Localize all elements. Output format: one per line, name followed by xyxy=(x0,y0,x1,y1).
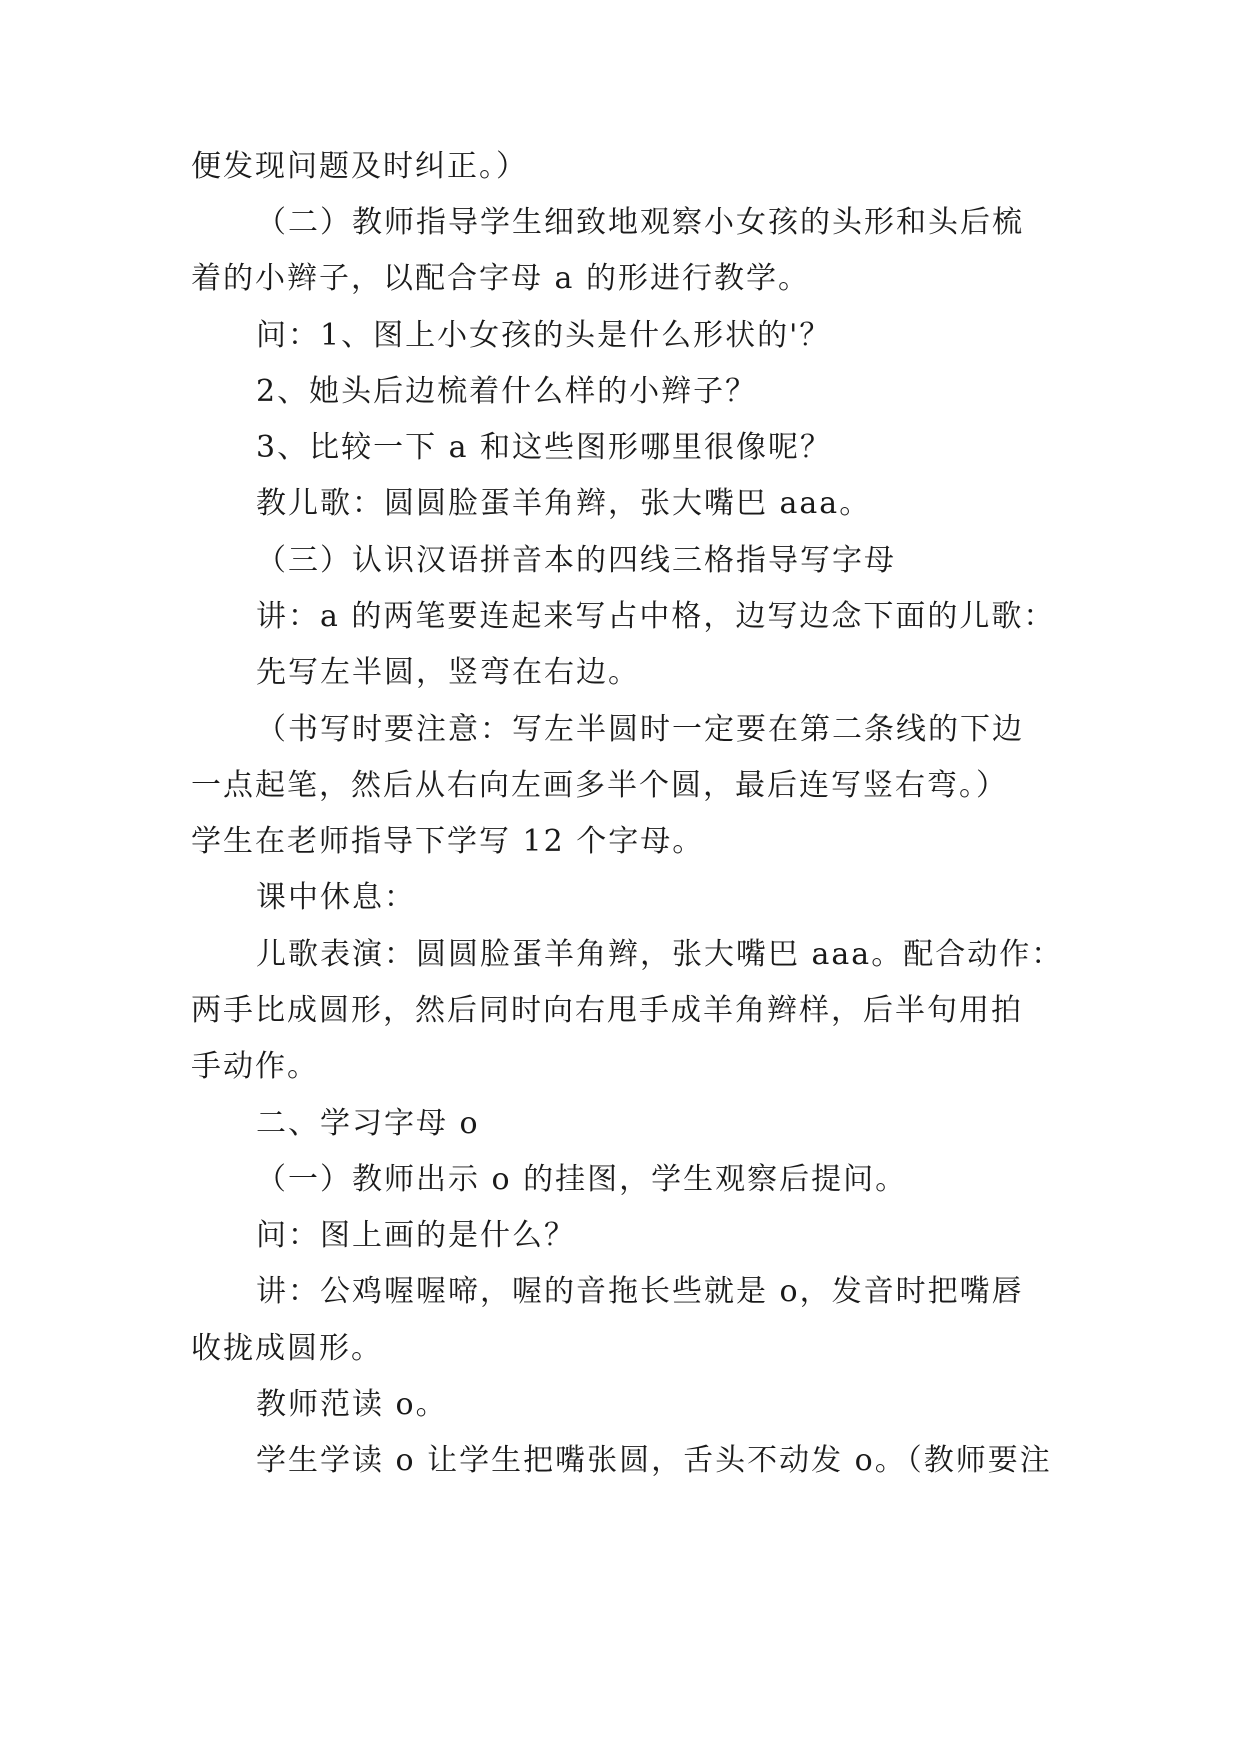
paragraph-line: （一）教师出示 o 的挂图，学生观察后提问。 xyxy=(256,1162,908,1197)
paragraph-line: 收拢成圆形。 xyxy=(191,1331,383,1366)
paragraph-line: 课中休息： xyxy=(256,880,416,915)
paragraph-line: 先写左半圆，竖弯在右边。 xyxy=(256,655,640,690)
paragraph-line: 2、她头后边梳着什么样的小辫子？ xyxy=(256,374,758,409)
paragraph-line: 讲：a 的两笔要连起来写占中格，边写边念下面的儿歌： xyxy=(256,599,1056,634)
paragraph-line: 问：1、图上小女孩的头是什么形状的'？ xyxy=(256,318,832,353)
paragraph-line: 学生在老师指导下学写 12 个字母。 xyxy=(191,824,705,859)
paragraph-line: 二、学习字母 o xyxy=(256,1106,480,1141)
paragraph-line: 教儿歌：圆圆脸蛋羊角辫，张大嘴巴 aaa。 xyxy=(256,486,872,521)
paragraph-line: 两手比成圆形，然后同时向右甩手成羊角辫样，后半句用拍 xyxy=(191,993,1023,1028)
paragraph-line: 儿歌表演：圆圆脸蛋羊角辫，张大嘴巴 aaa。配合动作： xyxy=(256,937,1064,972)
paragraph-line: 手动作。 xyxy=(191,1049,319,1084)
paragraph-line: （书写时要注意：写左半圆时一定要在第二条线的下边 xyxy=(256,712,1024,747)
paragraph-line: 教师范读 o。 xyxy=(256,1387,448,1422)
paragraph-line: 着的小辫子，以配合字母 a 的形进行教学。 xyxy=(191,261,810,296)
paragraph-line: 便发现问题及时纠正。） xyxy=(191,149,528,184)
paragraph-line: （二）教师指导学生细致地观察小女孩的头形和头后梳 xyxy=(256,205,1024,240)
paragraph-line: 问：图上画的是什么？ xyxy=(256,1218,576,1253)
paragraph-line: 一点起笔，然后从右向左画多半个圆，最后连写竖右弯。） xyxy=(191,768,1008,803)
paragraph-line: （三）认识汉语拼音本的四线三格指导写字母 xyxy=(256,543,896,578)
paragraph-line: 学生学读 o 让学生把嘴张圆，舌头不动发 o。（教师要注 xyxy=(256,1443,1052,1478)
paragraph-line: 3、比较一下 a 和这些图形哪里很像呢？ xyxy=(256,430,833,465)
paragraph-line: 讲：公鸡喔喔啼，喔的音拖长些就是 o，发音时把嘴唇 xyxy=(256,1274,1024,1309)
